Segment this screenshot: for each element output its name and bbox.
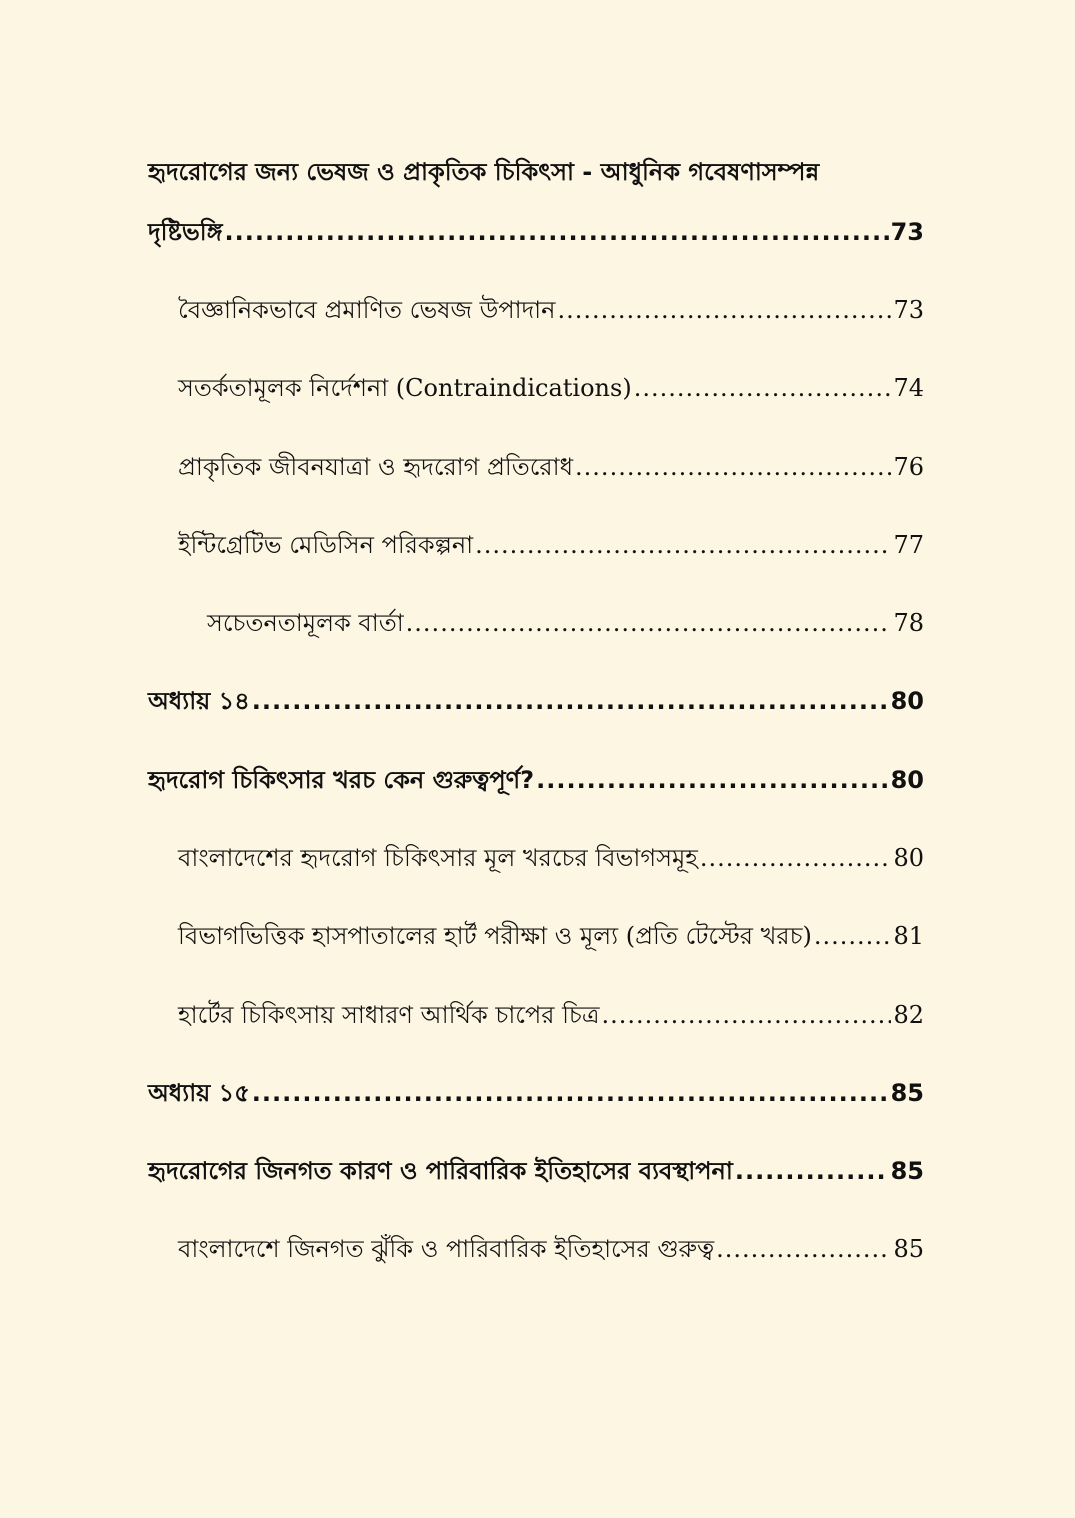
toc-entry-label: সচেতনতামূলক বার্তা (207, 609, 404, 637)
toc-page-number: 74 (893, 374, 924, 402)
toc-entry[interactable] (178, 840, 924, 880)
dot-leader (814, 922, 892, 950)
dot-leader (406, 609, 892, 637)
toc-entry-herbal-title[interactable] (148, 214, 924, 254)
dot-leader (700, 844, 892, 872)
toc-entry-label: প্রাকৃতিক জীবনযাত্রা ও হৃদরোগ প্রতিরোধ (178, 453, 574, 481)
toc-entry-chapter-14[interactable] (148, 683, 924, 723)
toc-entry-label: বিভাগভিত্তিক হাসপাতালের হার্ট পরীক্ষা ও মূল্য (প্রতি টেস্টের খরচ) (178, 922, 812, 950)
dot-leader (475, 531, 891, 559)
toc-entry[interactable] (178, 292, 924, 332)
toc-page-number: 73 (890, 218, 924, 246)
toc-page-number: 80 (890, 687, 924, 715)
dot-leader (252, 1079, 889, 1107)
toc-entry-label: অধ্যায় ১৫ (148, 1079, 250, 1107)
toc-entry-label: সতর্কতামূলক নির্দেশনা (Contraindications) (178, 374, 632, 402)
dot-leader (225, 218, 889, 246)
toc-page-number: 76 (893, 453, 924, 481)
toc-page-number: 73 (893, 296, 924, 324)
toc-entry[interactable] (178, 1231, 924, 1271)
dot-leader (602, 1001, 892, 1029)
toc-page-number: 77 (893, 531, 924, 559)
toc-entry-label: বৈজ্ঞানিকভাবে প্রমাণিত ভেষজ উপাদান (178, 296, 556, 324)
dot-leader (252, 687, 889, 715)
toc-page-number: 85 (890, 1157, 924, 1185)
toc-entry-section[interactable] (148, 762, 924, 802)
toc-entry-label: ইন্টিগ্রেটিভ মেডিসিন পরিকল্পনা (178, 531, 474, 559)
toc-page-number: 82 (893, 1001, 924, 1029)
toc-entry-label: হৃদরোগ চিকিৎসার খরচ কেন গুরুত্বপূর্ণ? (148, 766, 535, 794)
toc-page-number: 80 (890, 766, 924, 794)
dot-leader (634, 374, 892, 402)
dot-leader (575, 453, 891, 481)
dot-leader (716, 1235, 891, 1263)
toc-entry-label: বাংলাদেশের হৃদরোগ চিকিৎসার মূল খরচের বিভাগসমূহ (178, 844, 698, 872)
toc-entry[interactable] (178, 527, 924, 567)
toc-entry[interactable] (178, 370, 924, 410)
toc-entry[interactable] (178, 997, 924, 1037)
toc-entry-label: হৃদরোগের জিনগত কারণ ও পারিবারিক ইতিহাসের ব্যবস্থাপনা (148, 1157, 733, 1185)
toc-entry-label: অধ্যায় ১৪ (148, 687, 250, 715)
toc-entry-label: হার্টের চিকিৎসায় সাধারণ আর্থিক চাপের চিত্র (178, 1001, 600, 1029)
toc-entry[interactable] (178, 918, 924, 958)
toc-entry-label: বাংলাদেশে জিনগত ঝুঁকি ও পারিবারিক ইতিহাসের গুরুত্ব (178, 1235, 715, 1263)
toc-entry-chapter-15[interactable] (148, 1075, 924, 1115)
dot-leader (557, 296, 891, 324)
toc-entry[interactable] (178, 449, 924, 489)
toc-page-number: 81 (893, 922, 924, 950)
toc-entry[interactable] (207, 605, 924, 645)
dot-leader (735, 1157, 889, 1185)
dot-leader (536, 766, 889, 794)
toc-entry-section[interactable] (148, 1153, 924, 1193)
toc-page-number: 78 (893, 609, 924, 637)
toc-page-number: 80 (893, 844, 924, 872)
toc-page-number: 85 (890, 1079, 924, 1107)
toc-entry-herbal-title-line1: হৃদরোগের জন্য ভেষজ ও প্রাকৃতিক চিকিৎসা - আধুনিক গবেষণাসম্পন্ন (148, 158, 820, 186)
toc-page-number: 85 (893, 1235, 924, 1263)
toc-entry-label: দৃষ্টিভঙ্গি (148, 218, 223, 246)
